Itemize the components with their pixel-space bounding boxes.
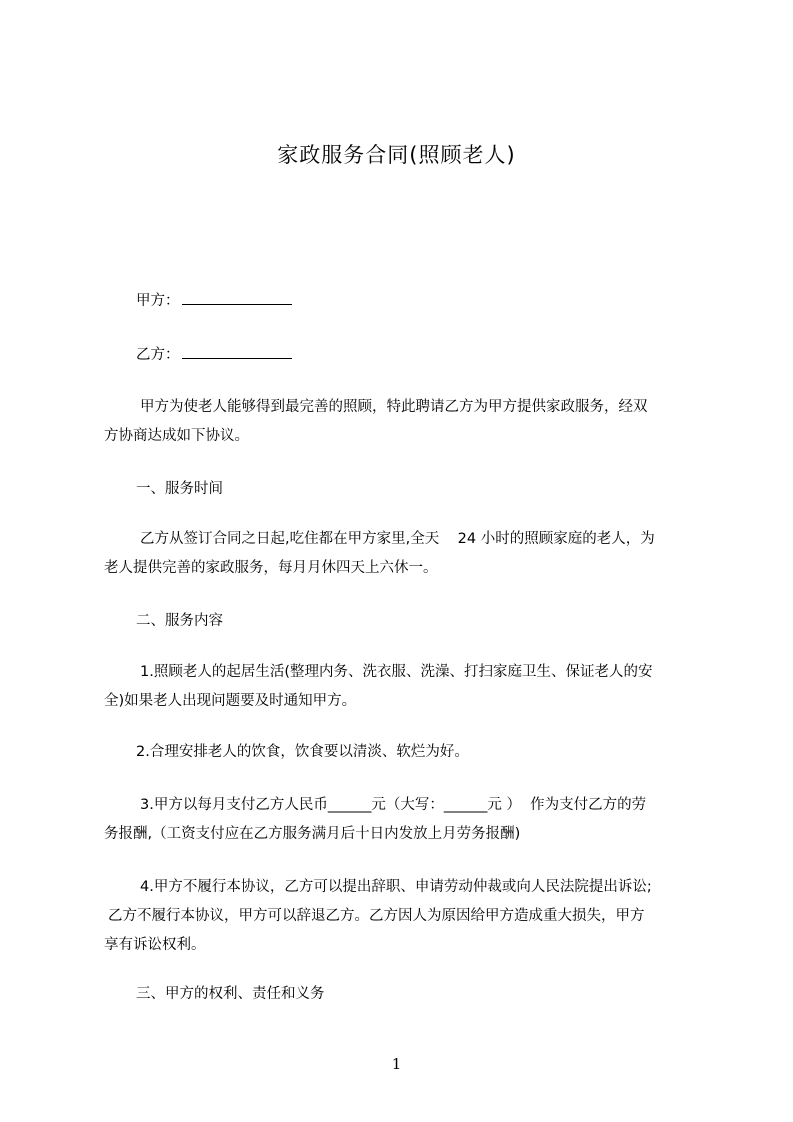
item-1-paragraph: [104, 658, 714, 716]
section-heading-service-content: 二、服务内容: [136, 613, 223, 629]
item-4-line: 享有诉讼权利。: [104, 937, 206, 953]
section-heading-party-a-rights: 三、甲方的权利、责任和义务: [136, 986, 325, 1002]
service-time-paragraph: [104, 525, 714, 583]
item-3-line: 3.甲方以每月支付乙方人民币______元（大写：______元 ） 作为支付乙方的劳: [140, 797, 647, 813]
intro-line: 方协商达成如下协议。: [104, 428, 249, 444]
intro-paragraph: [104, 393, 714, 451]
service-time-line: 老人提供完善的家政服务，每月月休四天上六休一。: [104, 560, 438, 576]
item-4-line: 4.甲方不履行本协议，乙方可以提出辞职、申请劳动仲裁或向人民法院提出诉讼;: [140, 879, 652, 895]
item-4-paragraph: [104, 873, 714, 960]
party-a-blank: [182, 292, 292, 305]
service-time-line: 乙方从签订合同之日起,吃住都在甲方家里,全天 24 小时的照顾家庭的老人，为: [140, 531, 655, 547]
party-b-label: 乙方：: [136, 347, 180, 363]
item-1-line: 全)如果老人出现问题要及时通知甲方。: [104, 693, 357, 709]
section-heading-service-time: 一、服务时间: [136, 481, 223, 497]
party-a-label: 甲方：: [136, 293, 180, 309]
item-3-paragraph: [104, 791, 714, 849]
party-b-blank: [182, 346, 292, 359]
item-4-line: 乙方不履行本协议，甲方可以辞退乙方。乙方因人为原因给甲方造成重大损失，甲方: [108, 908, 645, 924]
item-3-line: 务报酬,（工资支付应在乙方服务满月后十日内发放上月劳务报酬): [104, 826, 521, 842]
document-title: 家政服务合同(照顾老人): [277, 143, 516, 167]
item-1-line: 1.照顾老人的起居生活(整理内务、洗衣服、洗澡、打扫家庭卫生、保证老人的安: [140, 664, 653, 680]
intro-line: 甲方为使老人能够得到最完善的照顾，特此聘请乙方为甲方提供家政服务，经双: [140, 399, 648, 415]
party-a-field: [136, 291, 292, 311]
page-number: 1: [391, 1055, 402, 1073]
item-2-line: 2.合理安排老人的饮食，饮食要以清淡、软烂为好。: [136, 744, 469, 760]
party-b-field: [136, 345, 292, 365]
